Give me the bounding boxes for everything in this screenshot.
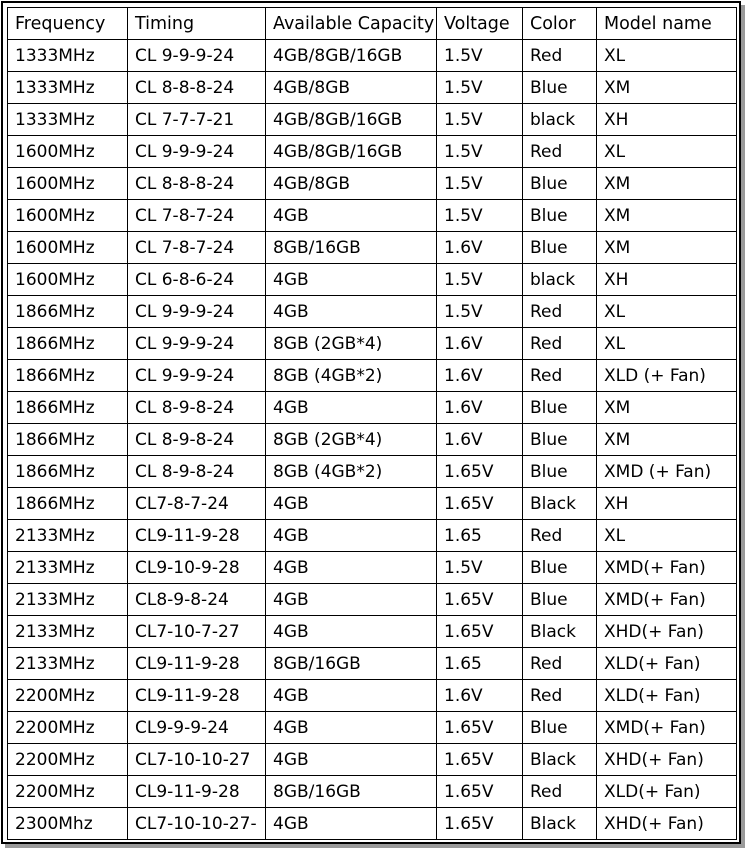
cell-color: Black (523, 744, 597, 776)
memory-spec-table (7, 7, 737, 840)
cell-color: Blue (523, 584, 597, 616)
cell-color: Red (523, 296, 597, 328)
cell-model-name: XLD(+ Fan) (597, 648, 737, 680)
table-row (8, 296, 737, 328)
table-row (8, 264, 737, 296)
cell-model-name: XMD (+ Fan) (597, 456, 737, 488)
cell-model-name: XHD(+ Fan) (597, 616, 737, 648)
cell-timing: CL 8-9-8-24 (128, 392, 266, 424)
cell-color: Red (523, 136, 597, 168)
cell-capacity: 4GB (266, 584, 437, 616)
cell-color: black (523, 264, 597, 296)
cell-frequency: 1866MHz (8, 360, 128, 392)
cell-capacity: 4GB (266, 616, 437, 648)
cell-capacity: 4GB (266, 296, 437, 328)
header-model-name: Model name (597, 8, 737, 40)
cell-capacity: 4GB/8GB (266, 72, 437, 104)
cell-model-name: XM (597, 200, 737, 232)
cell-timing: CL 7-7-7-21 (128, 104, 266, 136)
cell-color: Red (523, 680, 597, 712)
cell-capacity: 4GB (266, 520, 437, 552)
table-row (8, 680, 737, 712)
cell-voltage: 1.5V (437, 552, 523, 584)
cell-timing: CL 9-9-9-24 (128, 360, 266, 392)
cell-frequency: 2200MHz (8, 744, 128, 776)
cell-color: Black (523, 616, 597, 648)
table-row (8, 648, 737, 680)
cell-voltage: 1.65V (437, 776, 523, 808)
cell-voltage: 1.6V (437, 232, 523, 264)
table-row (8, 40, 737, 72)
cell-voltage: 1.65V (437, 712, 523, 744)
cell-timing: CL 8-8-8-24 (128, 168, 266, 200)
cell-voltage: 1.5V (437, 264, 523, 296)
cell-color: Red (523, 40, 597, 72)
header-timing: Timing (128, 8, 266, 40)
cell-frequency: 1866MHz (8, 392, 128, 424)
cell-timing: CL 9-9-9-24 (128, 136, 266, 168)
cell-timing: CL7-10-10-27 (128, 744, 266, 776)
cell-voltage: 1.65V (437, 584, 523, 616)
cell-color: Red (523, 360, 597, 392)
cell-timing: CL 8-8-8-24 (128, 72, 266, 104)
cell-frequency: 1866MHz (8, 328, 128, 360)
cell-timing: CL9-10-9-28 (128, 552, 266, 584)
header-voltage: Voltage (437, 8, 523, 40)
cell-voltage: 1.5V (437, 104, 523, 136)
cell-capacity: 4GB (266, 264, 437, 296)
cell-capacity: 8GB (2GB*4) (266, 328, 437, 360)
cell-timing: CL 6-8-6-24 (128, 264, 266, 296)
cell-model-name: XLD(+ Fan) (597, 680, 737, 712)
table-row (8, 168, 737, 200)
cell-frequency: 1600MHz (8, 168, 128, 200)
cell-model-name: XL (597, 520, 737, 552)
cell-capacity: 4GB (266, 680, 437, 712)
cell-frequency: 2300Mhz (8, 808, 128, 840)
cell-frequency: 1333MHz (8, 40, 128, 72)
cell-model-name: XM (597, 168, 737, 200)
cell-frequency: 1866MHz (8, 424, 128, 456)
cell-frequency: 2133MHz (8, 520, 128, 552)
cell-capacity: 4GB/8GB/16GB (266, 136, 437, 168)
cell-voltage: 1.65V (437, 488, 523, 520)
cell-voltage: 1.6V (437, 392, 523, 424)
cell-frequency: 1600MHz (8, 200, 128, 232)
cell-voltage: 1.6V (437, 424, 523, 456)
cell-frequency: 1333MHz (8, 72, 128, 104)
cell-voltage: 1.65V (437, 808, 523, 840)
cell-voltage: 1.5V (437, 296, 523, 328)
cell-model-name: XM (597, 232, 737, 264)
cell-color: Black (523, 488, 597, 520)
cell-capacity: 4GB (266, 552, 437, 584)
cell-voltage: 1.5V (437, 168, 523, 200)
cell-capacity: 4GB (266, 712, 437, 744)
cell-timing: CL9-11-9-28 (128, 520, 266, 552)
cell-model-name: XMD(+ Fan) (597, 584, 737, 616)
cell-model-name: XLD (+ Fan) (597, 360, 737, 392)
table-row (8, 328, 737, 360)
cell-timing: CL8-9-8-24 (128, 584, 266, 616)
table-row (8, 200, 737, 232)
cell-model-name: XHD(+ Fan) (597, 744, 737, 776)
cell-capacity: 4GB/8GB/16GB (266, 104, 437, 136)
cell-capacity: 4GB (266, 808, 437, 840)
cell-model-name: XH (597, 488, 737, 520)
cell-color: Blue (523, 168, 597, 200)
cell-color: Blue (523, 232, 597, 264)
cell-color: Blue (523, 552, 597, 584)
cell-model-name: XM (597, 72, 737, 104)
cell-color: Black (523, 808, 597, 840)
cell-capacity: 8GB/16GB (266, 232, 437, 264)
cell-model-name: XM (597, 392, 737, 424)
cell-capacity: 4GB/8GB/16GB (266, 40, 437, 72)
cell-capacity: 4GB (266, 488, 437, 520)
table-row (8, 552, 737, 584)
cell-voltage: 1.6V (437, 360, 523, 392)
cell-frequency: 2133MHz (8, 552, 128, 584)
cell-timing: CL7-8-7-24 (128, 488, 266, 520)
table-row (8, 72, 737, 104)
cell-timing: CL9-11-9-28 (128, 648, 266, 680)
cell-color: Blue (523, 72, 597, 104)
cell-frequency: 1866MHz (8, 456, 128, 488)
cell-frequency: 2133MHz (8, 648, 128, 680)
cell-frequency: 2133MHz (8, 584, 128, 616)
cell-model-name: XL (597, 296, 737, 328)
cell-frequency: 1600MHz (8, 264, 128, 296)
cell-frequency: 1333MHz (8, 104, 128, 136)
cell-model-name: XLD(+ Fan) (597, 776, 737, 808)
cell-capacity: 4GB/8GB (266, 168, 437, 200)
cell-timing: CL9-11-9-28 (128, 680, 266, 712)
cell-timing: CL7-10-10-27- (128, 808, 266, 840)
header-frequency: Frequency (8, 8, 128, 40)
cell-capacity: 8GB (4GB*2) (266, 456, 437, 488)
cell-capacity: 8GB/16GB (266, 776, 437, 808)
table-row (8, 392, 737, 424)
cell-timing: CL 9-9-9-24 (128, 296, 266, 328)
cell-model-name: XMD(+ Fan) (597, 552, 737, 584)
cell-timing: CL 8-9-8-24 (128, 456, 266, 488)
cell-frequency: 2200MHz (8, 680, 128, 712)
cell-color: black (523, 104, 597, 136)
cell-frequency: 2200MHz (8, 712, 128, 744)
table-row (8, 744, 737, 776)
cell-frequency: 1600MHz (8, 232, 128, 264)
cell-color: Blue (523, 424, 597, 456)
cell-voltage: 1.6V (437, 680, 523, 712)
cell-voltage: 1.65V (437, 456, 523, 488)
cell-capacity: 8GB/16GB (266, 648, 437, 680)
header-color: Color (523, 8, 597, 40)
cell-frequency: 1866MHz (8, 296, 128, 328)
cell-timing: CL 9-9-9-24 (128, 328, 266, 360)
cell-capacity: 4GB (266, 392, 437, 424)
cell-capacity: 8GB (4GB*2) (266, 360, 437, 392)
cell-model-name: XH (597, 264, 737, 296)
table-row (8, 424, 737, 456)
table-row (8, 776, 737, 808)
cell-timing: CL 7-8-7-24 (128, 232, 266, 264)
cell-model-name: XH (597, 104, 737, 136)
table-row (8, 136, 737, 168)
cell-color: Blue (523, 200, 597, 232)
table-row (8, 360, 737, 392)
cell-voltage: 1.65 (437, 520, 523, 552)
table-body (8, 40, 737, 840)
cell-capacity: 4GB (266, 200, 437, 232)
table-row (8, 712, 737, 744)
cell-color: Red (523, 648, 597, 680)
cell-timing: CL7-10-7-27 (128, 616, 266, 648)
cell-color: Red (523, 776, 597, 808)
cell-voltage: 1.65V (437, 744, 523, 776)
cell-capacity: 8GB (2GB*4) (266, 424, 437, 456)
table-row (8, 456, 737, 488)
cell-voltage: 1.6V (437, 328, 523, 360)
table-row (8, 520, 737, 552)
table-frame (1, 1, 741, 844)
cell-color: Red (523, 328, 597, 360)
cell-frequency: 1600MHz (8, 136, 128, 168)
cell-voltage: 1.65V (437, 616, 523, 648)
cell-model-name: XL (597, 40, 737, 72)
cell-voltage: 1.5V (437, 40, 523, 72)
cell-timing: CL9-11-9-28 (128, 776, 266, 808)
cell-model-name: XHD(+ Fan) (597, 808, 737, 840)
cell-capacity: 4GB (266, 744, 437, 776)
cell-color: Blue (523, 712, 597, 744)
cell-voltage: 1.5V (437, 136, 523, 168)
table-row (8, 488, 737, 520)
cell-voltage: 1.5V (437, 200, 523, 232)
cell-voltage: 1.65 (437, 648, 523, 680)
cell-color: Blue (523, 392, 597, 424)
table-row (8, 104, 737, 136)
table-row (8, 584, 737, 616)
cell-color: Red (523, 520, 597, 552)
cell-model-name: XL (597, 136, 737, 168)
cell-frequency: 2133MHz (8, 616, 128, 648)
cell-voltage: 1.5V (437, 72, 523, 104)
header-available-capacity: Available Capacity (266, 8, 437, 40)
table-row (8, 232, 737, 264)
table-row (8, 616, 737, 648)
cell-timing: CL 9-9-9-24 (128, 40, 266, 72)
cell-timing: CL 7-8-7-24 (128, 200, 266, 232)
cell-model-name: XM (597, 424, 737, 456)
cell-color: Blue (523, 456, 597, 488)
cell-frequency: 1866MHz (8, 488, 128, 520)
cell-timing: CL9-9-9-24 (128, 712, 266, 744)
cell-model-name: XMD(+ Fan) (597, 712, 737, 744)
cell-model-name: XL (597, 328, 737, 360)
header-row (8, 8, 737, 40)
cell-frequency: 2200MHz (8, 776, 128, 808)
table-row (8, 808, 737, 840)
cell-timing: CL 8-9-8-24 (128, 424, 266, 456)
